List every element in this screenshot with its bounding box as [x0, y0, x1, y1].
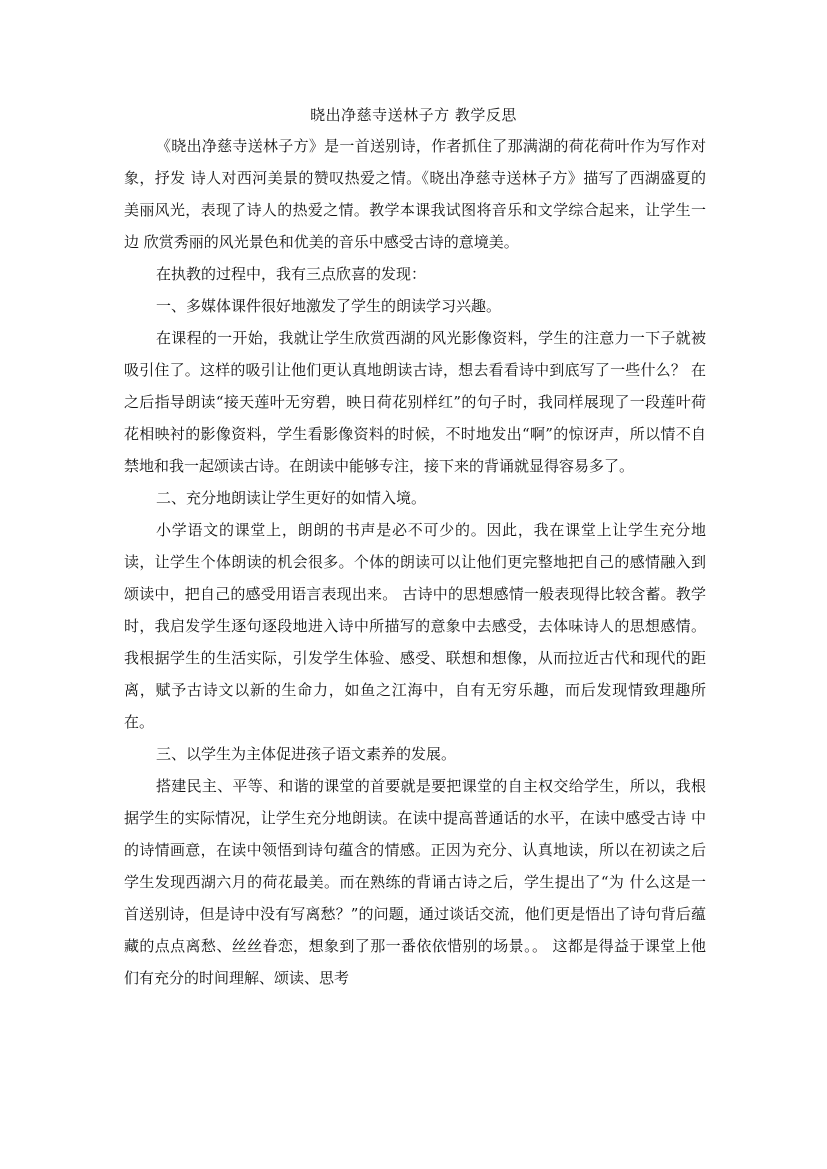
section-heading-2: 二、充分地朗读让学生更好的如情入境。 [156, 489, 427, 507]
document-body [124, 130, 706, 994]
section-heading-3: 三、以学生为主体促进孩子语文素养的发展。 [156, 745, 457, 763]
paragraph-section-1: 在课程的一开始，我就让学生欣赏西湖的风光影像资料，学生的注意力一下子就被吸引住了。这样的吸引让他们更认真地朗读古诗，想去看看诗中到底写了一些什么？ 在之后指导朗读“接天莲叶无穷碧，映日荷花别样红”的句子时，我同样展现了一段莲叶荷花相映衬的影像资料，学生看影像资料的时候，不时地发出“啊”的惊讶声，所以情不自禁地和我一起颂读古诗。在朗读中能够专注，接下来的背诵就显得容易多了。 [124, 329, 706, 475]
document-title: 晓出净慈寺送林子方 教学反思 [310, 106, 517, 124]
paragraph-section-2: 小学语文的课堂上，朗朗的书声是必不可少的。因此，我在课堂上让学生充分地读，让学生个体朗读的机会很多。个体的朗读可以让他们更完整地把自己的感情融入到 颂读中，把自己的感受用语言表现出来。 古诗中的思想感情一般表现得比较含蓄。教学时，我启发学生逐句逐段地进入诗中所描写的意象中去感受，去体味诗人的思想感情。我根据学生的生活实际，引发学生体验、感受、联想和想像，从而拉近古代和现代的距离，赋予古诗文以新的生命力，如鱼之江海中，自有无穷乐趣，而后发现情致理趣所在。 [124, 521, 706, 731]
section-heading-1: 一、多媒体课件很好地激发了学生的朗读学习兴趣。 [156, 297, 502, 315]
paragraph-section-3: 搭建民主、平等、和谐的课堂的首要就是要把课堂的自主权交给学生，所以，我根据学生的实际情况，让学生充分地朗读。在读中提高普通话的水平，在读中感受古诗 中的诗情画意，在读中领悟到诗句蕴含的情感。正因为充分、认真地读，所以在初读之后学生发现西湖六月的荷花最美。而在熟练的背诵古诗之后，学生提出了“为 什么这是一首送别诗，但是诗中没有写离愁？”的问题，通过谈话交流，他们更是悟出了诗句背后蕴藏的点点离愁、丝丝眷恋，想象到了那一番依依惜别的场景。。 这都是得益于课堂上他们有充分的时间理解、颂读、思考 [124, 777, 706, 987]
paragraph-intro: 《晓出净慈寺送林子方》是一首送别诗，作者抓住了那满湖的荷花荷叶作为写作对象，抒发 诗人对西河美景的赞叹热爱之情。《晓出净慈寺送林子方》描写了西湖盛夏的美丽风光，表现了诗人的热爱之情。教学本课我试图将音乐和文学综合起来，让学生一边 欣赏秀丽的风光景色和优美的音乐中感受古诗的意境美。 [124, 137, 706, 251]
paragraph-findings-lead: 在执教的过程中，我有三点欣喜的发现： [156, 265, 427, 283]
